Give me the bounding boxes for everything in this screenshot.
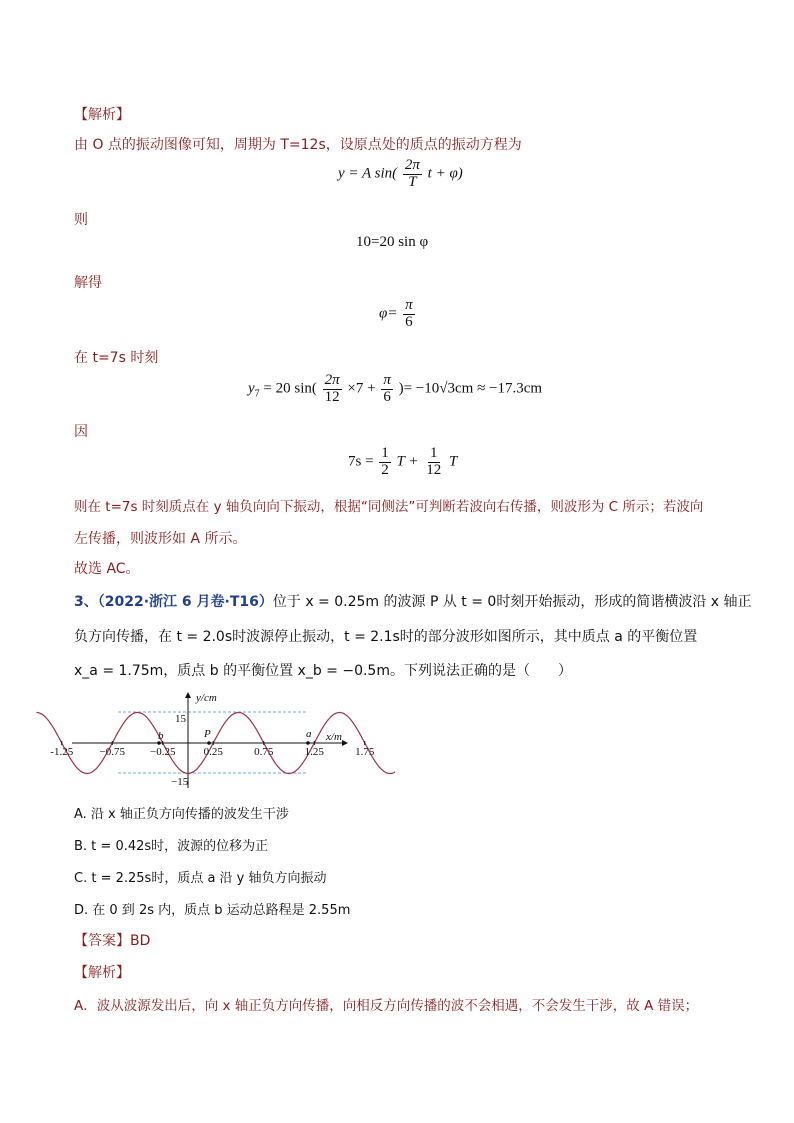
label-p: P [204, 728, 211, 740]
eq4-lhs: y [248, 380, 255, 397]
eq1-lhs: y = A sin( [338, 165, 398, 182]
question-source: （2022·浙江 6 月卷·T16） [97, 594, 273, 610]
equation-period [348, 446, 457, 479]
eq3-lhs: φ= [379, 305, 398, 322]
eq1-frac-den: T [408, 173, 417, 190]
line-t7: 在 t=7s 时刻 [74, 350, 159, 366]
eq4-f2-den: 6 [383, 388, 391, 405]
wave-figure [50, 690, 375, 790]
answer-line: 【答案】BD [74, 933, 151, 949]
eq5-fraction-1 [379, 446, 391, 479]
eq4-f1-den: 12 [324, 388, 340, 405]
x-tick-label: 0.75 [254, 746, 274, 758]
option-a: A. 沿 x 轴正负方向传播的波发生干涉 [74, 807, 289, 822]
eq5-f2-den: 12 [426, 461, 442, 478]
y-axis-arrow [185, 692, 191, 698]
analysis-intro-line: 由 O 点的振动图像可知，周期为 T=12s，设原点处的质点的振动方程为 [74, 137, 522, 153]
eq4-f1-num: 2π [324, 372, 340, 388]
choose-answer-ac: 故选 AC。 [74, 561, 140, 577]
eq5-fraction-2 [424, 446, 443, 479]
equation-phi [379, 298, 417, 331]
equation-vibration [338, 158, 463, 191]
x-tick-label: 0.25 [203, 746, 223, 758]
label-b: b [158, 730, 164, 742]
y-tick-bottom: −15 [171, 776, 189, 788]
option-d: D. 在 0 到 2s 内，质点 b 运动总路程是 2.55m [74, 903, 351, 918]
eq5-rhs: T [449, 453, 458, 470]
option-c: C. t = 2.25s时，质点 a 沿 y 轴负方向振动 [74, 871, 327, 886]
eq3-frac-den: 6 [405, 313, 413, 330]
y-tick-top: 15 [175, 713, 186, 725]
eq3-frac-num: π [405, 297, 413, 313]
point-a-marker [306, 741, 310, 745]
option-b: B. t = 0.42s时，波源的位移为正 [74, 839, 269, 854]
y-axis-label: y/cm [196, 692, 217, 704]
x-tick-label: −0.75 [99, 746, 125, 758]
x-tick-label: 1.25 [304, 746, 324, 758]
eq5-f2-num: 1 [430, 445, 438, 461]
x-tick-label: 1.75 [355, 746, 375, 758]
x-axis-arrow [342, 740, 348, 746]
analysis-heading-2: 【解析】 [74, 965, 130, 981]
question-3-line-1 [74, 591, 752, 611]
analysis-heading: 【解析】 [74, 107, 130, 123]
conclusion-line-2: 左传播，则波形如 A 所示。 [74, 531, 247, 547]
eq5-lhs: 7s = [348, 453, 374, 470]
eq4-fraction-2 [381, 373, 393, 406]
question-3-line-3: x_a = 1.75m，质点 b 的平衡位置 x_b = −0.5m。下列说法正确的是（ ） [74, 663, 572, 679]
equation-phase: 10=20 sin φ [356, 234, 429, 250]
eq5-f1-num: 1 [381, 445, 389, 461]
x-tick-label: −0.25 [150, 746, 176, 758]
question-number: 3、 [74, 594, 98, 610]
point-p-marker [207, 741, 211, 745]
question-text-1: 位于 x = 0.25m 的波源 P 从 t = 0时刻开始振动，形成的简谐横波沿 x 轴正 [272, 594, 752, 610]
question-3-line-2: 负方向传播，在 t = 2.0s时波源停止振动，t = 2.1s时的部分波形如图所示，其中质点 a 的平衡位置 [74, 629, 698, 645]
word-yin: 因 [74, 424, 88, 440]
eq1-fraction [403, 158, 422, 191]
eq1-frac-num: 2π [404, 157, 420, 173]
eq5-f1-den: 2 [381, 461, 389, 478]
eq1-rhs: t + φ) [427, 165, 463, 182]
eq4-mid: = 20 sin( [259, 380, 317, 397]
label-a: a [306, 728, 312, 740]
eq3-fraction [403, 298, 415, 331]
eq4-f2-num: π [383, 372, 391, 388]
eq4-rhs: )= −10√3cm ≈ −17.3cm [398, 380, 543, 397]
x-tick-label: -1.25 [50, 746, 74, 758]
word-jiede: 解得 [74, 275, 102, 291]
x-axis-label: x/m [326, 731, 342, 743]
word-ze: 则 [74, 212, 88, 228]
eq4-sub: 7 [254, 388, 260, 400]
eq4-fraction-1 [323, 373, 342, 406]
eq4-mid2: ×7 + [347, 380, 376, 397]
equation-y7 [248, 373, 542, 406]
eq5-mid: T + [396, 453, 419, 470]
conclusion-line-1: 则在 t=7s 时刻质点在 y 轴负向向下振动，根据“同侧法”可判断若波向右传播，则波形为 C 所示；若波向 [74, 499, 704, 515]
analysis-option-a: A．波从波源发出后，向 x 轴正负方向传播，向相反方向传播的波不会相遇，不会发生干涉，故 A 错误； [74, 998, 699, 1014]
